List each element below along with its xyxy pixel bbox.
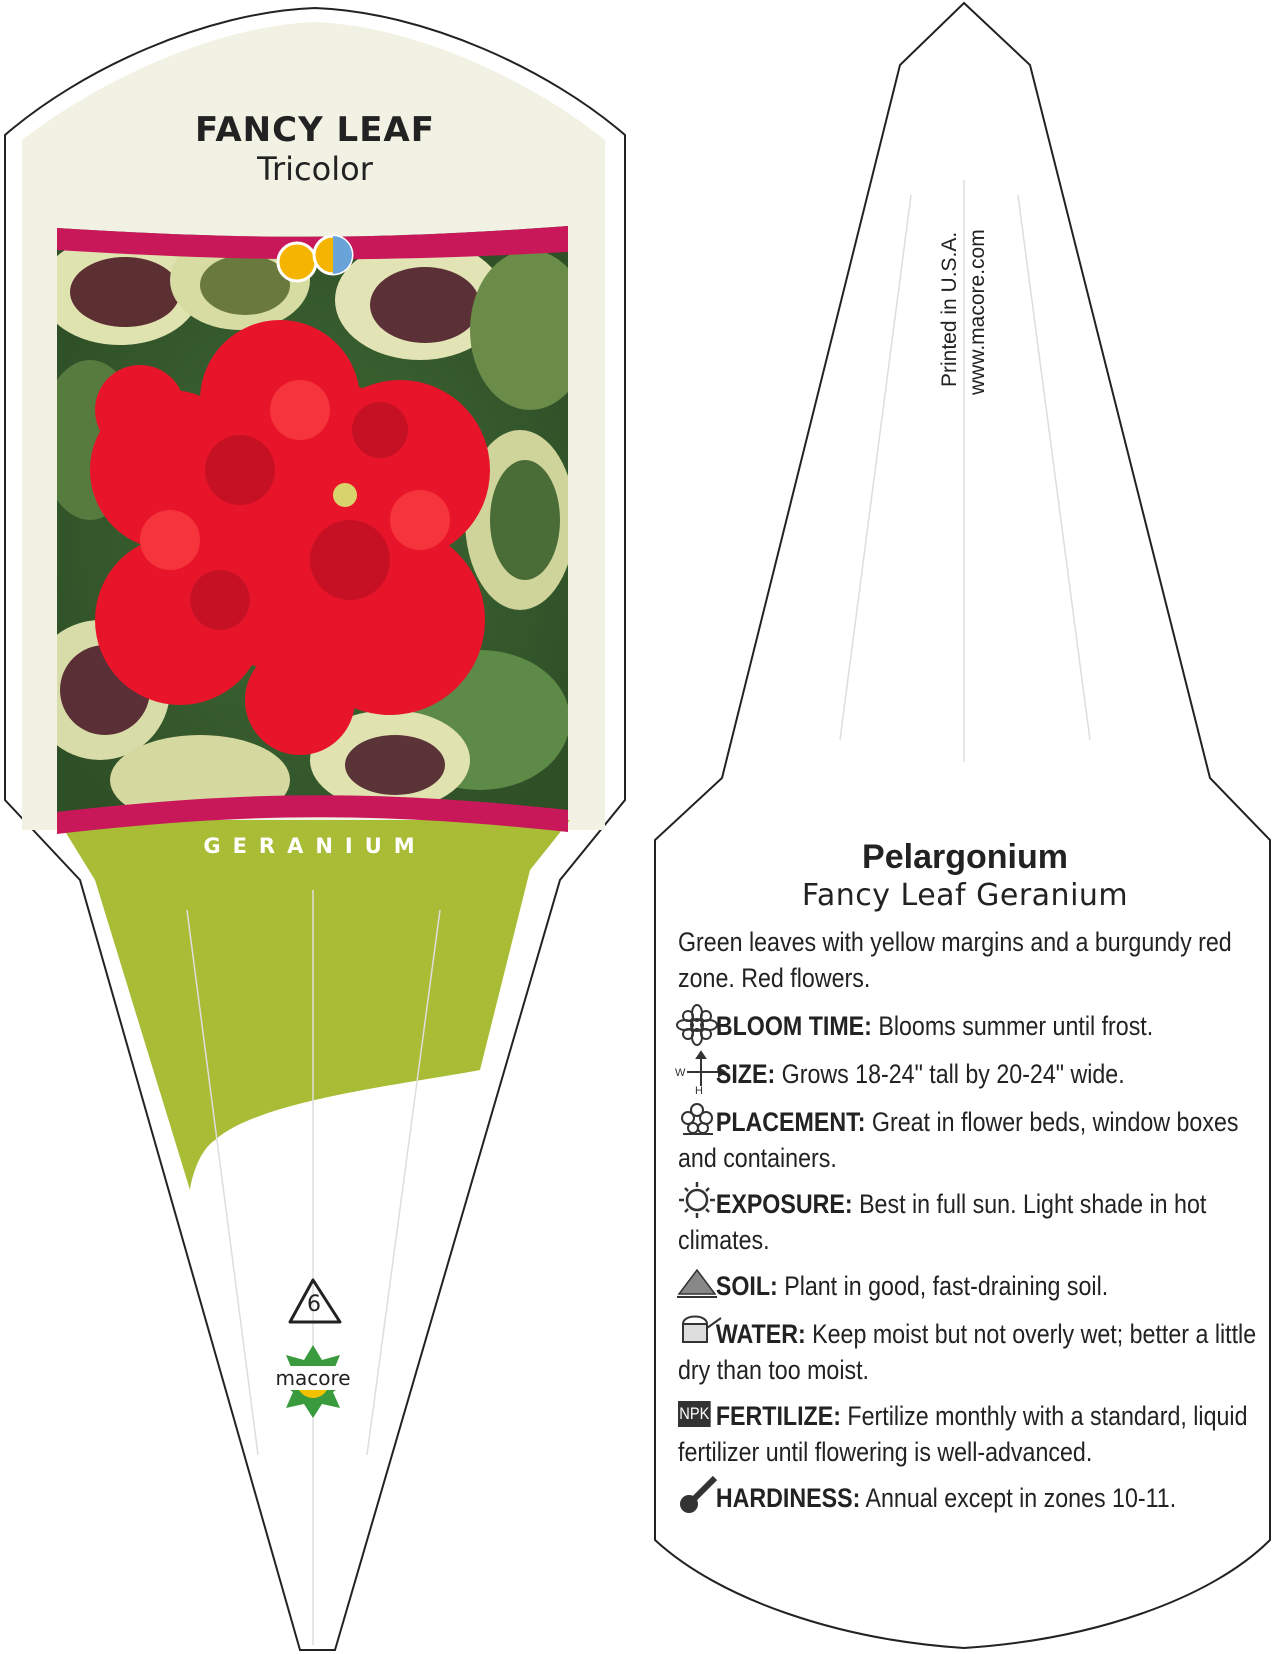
macore-website: www.macore.com (966, 229, 989, 395)
svg-text:W: W (675, 1067, 686, 1079)
info-hardiness: HARDINESS: Annual except in zones 10-11. (715, 1483, 1177, 1513)
botanical-name: Pelargonium (862, 838, 1068, 876)
info-fertilize: NPK FERTILIZE: Fertilize monthly with a standard, liquid fertilizer until flowering is well-advanced. (678, 1401, 1248, 1467)
printed-in-usa-block (938, 200, 989, 400)
common-name: Fancy Leaf Geranium (801, 878, 1129, 913)
info-soil: SOIL: Plant in good, fast-draining soil. (715, 1271, 1109, 1301)
front-title: FANCY LEAF (195, 110, 435, 150)
info-water: WATER: Keep moist but not overly wet; better a little dry than too moist. (678, 1319, 1257, 1385)
svg-text:H: H (695, 1085, 703, 1097)
npk-icon: NPK (678, 1401, 711, 1427)
macore-logo-text: macore (275, 1366, 351, 1390)
geranium-photo (30, 220, 590, 840)
printed-in-usa: Printed in U.S.A. (938, 231, 961, 387)
info-exposure: EXPOSURE: Best in full sun. Light shade in hot climates. (678, 1189, 1207, 1255)
info-size: SIZE: Grows 18-24" tall by 20-24" wide. (715, 1059, 1125, 1089)
info-bloom-time: BLOOM TIME: Blooms summer until frost. (715, 1011, 1154, 1041)
plant-description: Green leaves with yellow margins and a burgundy red zone. Red flowers. (678, 927, 1232, 993)
recycle-number: 6 (307, 1292, 321, 1317)
info-placement: PLACEMENT: Great in flower beds, window boxes and containers. (678, 1107, 1239, 1173)
front-genus-band: GERANIUM (203, 834, 427, 858)
front-subtitle: Tricolor (257, 150, 373, 188)
